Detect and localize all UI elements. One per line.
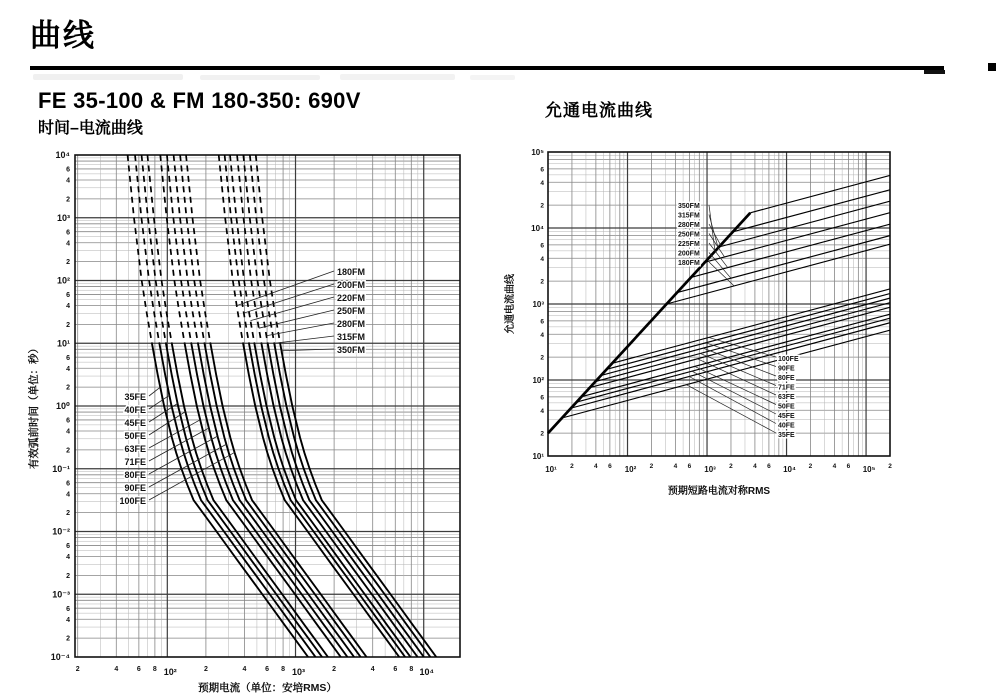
- svg-text:2: 2: [570, 463, 574, 470]
- svg-text:4: 4: [242, 666, 247, 673]
- curve-35FE: [562, 330, 890, 418]
- curve-35FE-prearc: [128, 155, 152, 343]
- svg-text:10⁻¹: 10⁻¹: [52, 463, 70, 474]
- header-rule: [30, 66, 944, 70]
- y-axis-label: 有效弧前时间（单位：秒）: [28, 343, 40, 469]
- svg-text:10⁴: 10⁴: [783, 465, 796, 474]
- scan-smudge: [470, 75, 515, 80]
- svg-text:2: 2: [66, 635, 70, 643]
- svg-text:4: 4: [540, 331, 544, 339]
- svg-text:10⁰: 10⁰: [56, 401, 70, 411]
- scan-smudge: [33, 74, 183, 80]
- svg-text:8: 8: [152, 666, 157, 673]
- svg-text:10⁵: 10⁵: [862, 465, 876, 474]
- series-label: 71FE: [778, 384, 795, 392]
- svg-text:2: 2: [75, 666, 80, 673]
- svg-text:4: 4: [832, 463, 837, 470]
- svg-text:6: 6: [66, 354, 70, 362]
- series-label: 225FM: [678, 241, 700, 248]
- svg-text:4: 4: [114, 666, 119, 673]
- svg-text:6: 6: [846, 463, 851, 470]
- series-label: 63FE: [778, 394, 795, 401]
- svg-text:10²: 10²: [532, 376, 544, 385]
- series-label: 40FE: [124, 405, 146, 415]
- series-label: 350FM: [678, 203, 700, 210]
- x-axis-label: 预期电流（单位：安培RMS）: [198, 682, 337, 694]
- svg-text:10¹: 10¹: [56, 338, 70, 349]
- series-label: 200FM: [337, 280, 366, 290]
- curve-280FM: [719, 201, 890, 247]
- series-label: 350FM: [337, 345, 366, 355]
- svg-text:10⁴: 10⁴: [55, 150, 70, 160]
- series-label: 35FE: [124, 392, 146, 402]
- curve-315FM: [274, 343, 430, 657]
- svg-text:6: 6: [66, 605, 70, 613]
- svg-text:6: 6: [540, 242, 544, 250]
- series-label: 80FE: [124, 470, 146, 480]
- svg-text:4: 4: [594, 463, 598, 470]
- svg-text:6: 6: [608, 463, 612, 470]
- svg-text:10²: 10²: [624, 465, 637, 474]
- svg-text:2: 2: [66, 572, 70, 580]
- svg-text:10²: 10²: [163, 667, 177, 677]
- svg-text:2: 2: [888, 463, 892, 470]
- svg-text:2: 2: [540, 430, 544, 438]
- svg-text:2: 2: [66, 384, 70, 392]
- series-label: 180FM: [678, 260, 700, 267]
- series-label: 280FM: [678, 222, 700, 229]
- curve-63FE-prearc: [160, 155, 184, 343]
- svg-text:10⁵: 10⁵: [531, 148, 544, 157]
- svg-text:8: 8: [281, 666, 286, 673]
- svg-text:4: 4: [753, 463, 757, 470]
- svg-text:4: 4: [673, 463, 678, 470]
- let-through-chart: [500, 130, 996, 530]
- curve-90FE: [607, 294, 890, 370]
- svg-text:2: 2: [66, 196, 70, 204]
- series-label: 250FM: [337, 306, 366, 316]
- svg-text:4: 4: [370, 666, 375, 673]
- series-label: 100FE: [778, 356, 799, 363]
- svg-text:6: 6: [687, 463, 692, 470]
- svg-text:2: 2: [203, 666, 208, 673]
- series-label: 45FE: [778, 413, 795, 420]
- curve-40FE: [159, 343, 315, 657]
- scan-smudge: [200, 75, 320, 80]
- svg-text:10⁻⁴: 10⁻⁴: [50, 652, 70, 662]
- curve-50FE: [172, 343, 328, 657]
- curve-71FE: [191, 343, 347, 657]
- svg-text:6: 6: [540, 318, 544, 326]
- series-label: 71FE: [124, 457, 146, 467]
- curve-63FE: [590, 307, 890, 387]
- time-current-chart: [0, 140, 500, 700]
- peak-diagonal: [548, 213, 750, 433]
- svg-text:6: 6: [66, 543, 70, 551]
- svg-text:10¹: 10¹: [545, 465, 557, 474]
- svg-text:6: 6: [136, 666, 141, 673]
- svg-text:4: 4: [540, 407, 544, 415]
- svg-text:4: 4: [66, 554, 70, 562]
- svg-text:4: 4: [66, 177, 70, 185]
- series-label: 63FE: [124, 444, 146, 454]
- svg-text:4: 4: [540, 179, 544, 187]
- svg-text:4: 4: [540, 255, 544, 263]
- right-chart-title: 允通电流曲线: [545, 101, 653, 120]
- series-label: 35FE: [778, 432, 795, 439]
- y-axis-label: 允通电流曲线: [505, 274, 516, 334]
- svg-text:10³: 10³: [532, 300, 544, 309]
- svg-text:10⁻³: 10⁻³: [52, 589, 70, 600]
- series-label: 280FM: [337, 319, 366, 329]
- svg-text:10³: 10³: [56, 212, 70, 223]
- series-label: 50FE: [778, 403, 795, 411]
- svg-text:6: 6: [66, 480, 70, 488]
- svg-text:10⁴: 10⁴: [531, 224, 544, 233]
- curve-45FE: [166, 343, 322, 657]
- scan-smudge: [340, 74, 455, 80]
- left-chart-title: FE 35-100 & FM 180-350: 690V: [38, 88, 361, 113]
- svg-text:2: 2: [649, 463, 654, 470]
- svg-text:6: 6: [265, 666, 270, 673]
- series-label: 40FE: [778, 422, 795, 430]
- svg-text:4: 4: [66, 428, 70, 436]
- svg-text:6: 6: [66, 229, 70, 237]
- grid: [548, 152, 890, 456]
- series-label: 315FM: [678, 212, 700, 220]
- series-label: 80FE: [778, 375, 795, 382]
- svg-text:2: 2: [540, 202, 544, 210]
- svg-text:4: 4: [66, 491, 70, 499]
- series-label: 100FE: [119, 496, 146, 506]
- svg-text:6: 6: [540, 394, 544, 402]
- curve-220FM-prearc: [230, 155, 254, 343]
- left-chart-subtitle: 时间–电流曲线: [38, 120, 143, 137]
- series-label: 90FE: [124, 483, 146, 493]
- svg-text:10⁴: 10⁴: [419, 667, 434, 677]
- svg-text:6: 6: [540, 166, 544, 174]
- curve-80FE: [601, 298, 890, 375]
- curve-180FM: [667, 244, 890, 304]
- svg-text:4: 4: [66, 303, 70, 311]
- series-label: 315FM: [337, 332, 366, 342]
- header-rule-cap: [924, 70, 945, 74]
- svg-text:10²: 10²: [56, 275, 70, 286]
- page-edge-mark: [988, 63, 996, 71]
- svg-text:6: 6: [66, 292, 70, 300]
- svg-text:4: 4: [66, 616, 70, 624]
- svg-text:2: 2: [66, 321, 70, 329]
- svg-text:10¹: 10¹: [532, 452, 544, 461]
- svg-text:2: 2: [540, 354, 544, 362]
- svg-text:2: 2: [808, 463, 813, 470]
- series-label: 50FE: [124, 431, 146, 441]
- svg-text:10³: 10³: [704, 465, 716, 474]
- svg-text:2: 2: [332, 666, 337, 673]
- series-label: 45FE: [124, 418, 146, 428]
- page-title: 曲线: [30, 18, 96, 53]
- svg-text:4: 4: [66, 365, 70, 373]
- svg-text:10³: 10³: [292, 667, 306, 677]
- svg-text:6: 6: [393, 666, 398, 673]
- series-label: 180FM: [337, 267, 366, 277]
- series-label: 200FM: [678, 250, 700, 258]
- series-label: 250FM: [678, 231, 700, 239]
- svg-text:10⁻²: 10⁻²: [52, 526, 70, 537]
- svg-text:4: 4: [66, 240, 70, 248]
- svg-text:8: 8: [409, 666, 414, 673]
- series-label: 220FM: [337, 293, 366, 303]
- svg-text:2: 2: [540, 278, 544, 286]
- svg-text:6: 6: [66, 417, 70, 425]
- svg-text:2: 2: [729, 463, 733, 470]
- svg-text:2: 2: [66, 447, 70, 455]
- svg-text:6: 6: [66, 166, 70, 174]
- svg-text:2: 2: [66, 259, 70, 267]
- series-label: 90FE: [778, 365, 795, 373]
- svg-text:2: 2: [66, 510, 70, 518]
- x-axis-label: 预期短路电流对称RMS: [667, 486, 771, 497]
- svg-text:6: 6: [767, 463, 771, 470]
